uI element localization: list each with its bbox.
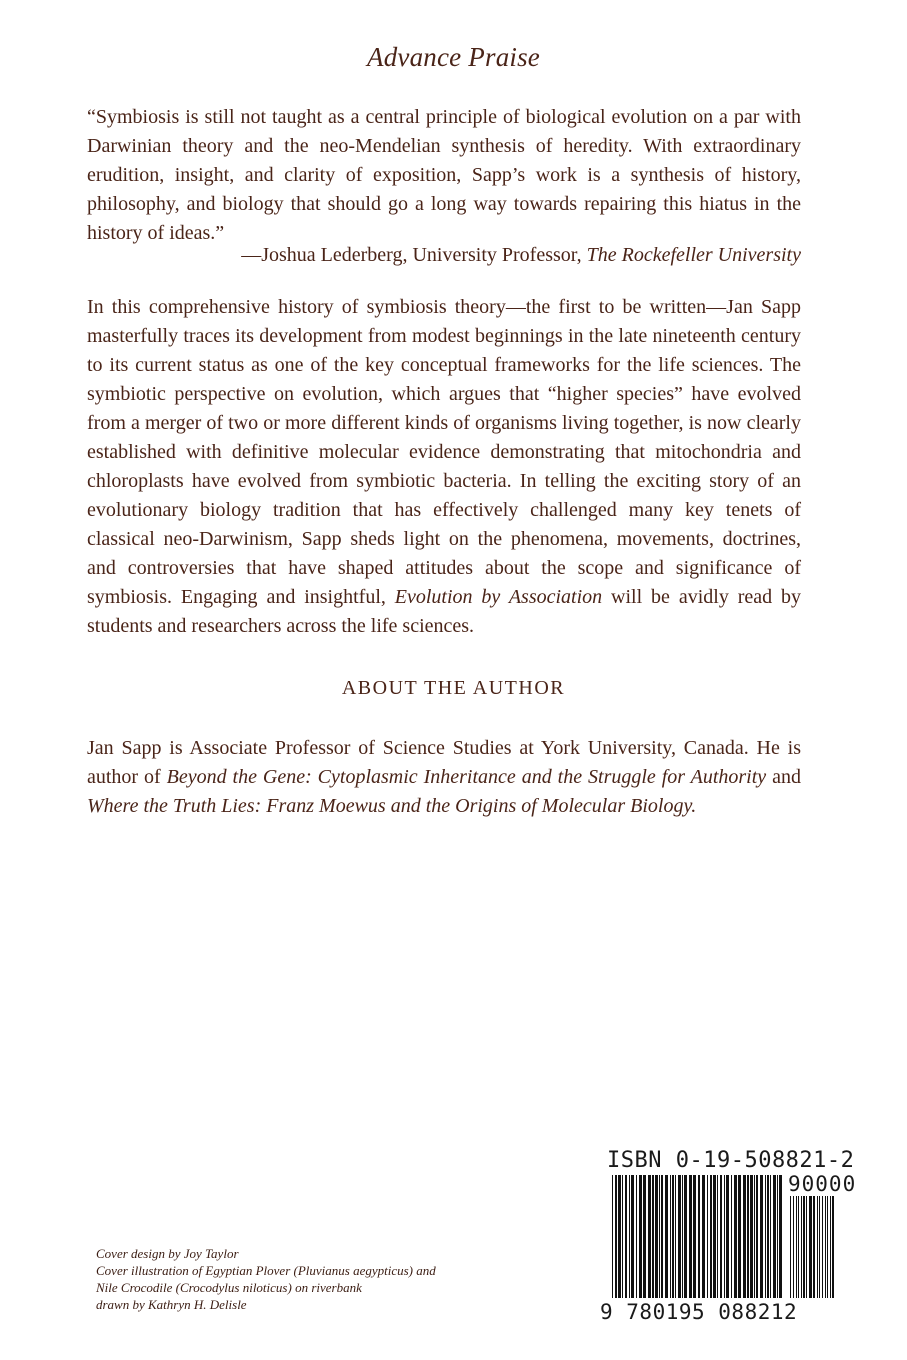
credit-illustration-cont: Nile Crocodile (Crocodylus niloticus) on riverbank bbox=[96, 1280, 362, 1295]
barcode-bar bbox=[631, 1175, 634, 1298]
bio-intro: Jan Sapp is Associate Professor of Science Studies at York University, Canada. He is author of bbox=[87, 737, 801, 788]
barcode-bar bbox=[756, 1175, 758, 1298]
barcode-bar bbox=[819, 1196, 820, 1298]
description-text-start: In this comprehensive history of symbiosis theory—the first to be written—Jan Sapp masterfully traces its development from modest beginnings in the late nineteenth century to its current status as one of the key conceptual frameworks for the life sciences. The symbiotic perspective on evolution, which argues that “higher species” have evolved from a merger of two or more different kinds of organisms living together, is now clearly established with definitive molecular evidence demonstrating that mitochondria and chloroplasts have evolved from symbiotic bacteria. In telling the exciting story of an evolutionary biology tradition that has effectively challenged many key tenets of classical neo-Darwinism, Sapp sheds light on the phenomena, movements, doctrines, and controversies that have shaped attitudes about the scope and significance of symbiosis. Engaging and insightful, bbox=[87, 296, 801, 608]
barcode-bar bbox=[734, 1175, 737, 1298]
barcode-bar bbox=[793, 1196, 794, 1298]
bio-book-two: Where the Truth Lies: Franz Moewus and the Origins of Molecular Biology. bbox=[87, 795, 697, 817]
barcode-bar bbox=[702, 1175, 705, 1298]
barcode-bar bbox=[678, 1175, 681, 1298]
barcode-bar bbox=[743, 1175, 746, 1298]
barcode-bars bbox=[612, 1175, 782, 1298]
barcode-bar bbox=[655, 1175, 658, 1298]
praise-attribution bbox=[87, 241, 801, 270]
barcode-bar bbox=[713, 1175, 716, 1298]
barcode-bar bbox=[675, 1175, 676, 1298]
barcode-bar bbox=[684, 1175, 687, 1298]
barcode-bar bbox=[801, 1196, 802, 1298]
barcode-bar bbox=[798, 1196, 799, 1298]
barcode-bar bbox=[710, 1175, 712, 1298]
barcode-bar bbox=[672, 1175, 674, 1298]
barcode-bar bbox=[625, 1175, 627, 1298]
bio-join: and bbox=[766, 766, 801, 788]
barcode-bar bbox=[830, 1196, 831, 1298]
barcode-bar bbox=[779, 1175, 782, 1298]
barcode-bar bbox=[670, 1175, 671, 1298]
barcode-bar bbox=[817, 1196, 818, 1298]
credit-illustration: Cover illustration of Egyptian Plover (Pluvianus aegypticus) and bbox=[96, 1263, 436, 1278]
attribution-name: —Joshua Lederberg, University Professor, bbox=[241, 244, 587, 266]
barcode-bar bbox=[682, 1175, 683, 1298]
barcode-bar bbox=[822, 1196, 823, 1298]
barcode-bar bbox=[731, 1175, 732, 1298]
barcode-bar bbox=[717, 1175, 718, 1298]
barcode-bar bbox=[724, 1175, 725, 1298]
isbn-label: ISBN 0-19-508821-2 bbox=[607, 1148, 855, 1173]
author-bio bbox=[87, 734, 801, 821]
barcode-bar bbox=[773, 1175, 776, 1298]
barcode-bar bbox=[813, 1196, 815, 1298]
barcode-bar bbox=[693, 1175, 696, 1298]
barcode-bar bbox=[636, 1175, 637, 1298]
barcode-bar bbox=[618, 1175, 621, 1298]
description-text-end: will be avidly read by students and researchers across the life sciences. bbox=[87, 586, 802, 637]
barcode-bar bbox=[760, 1175, 763, 1298]
barcode-bar bbox=[707, 1175, 708, 1298]
barcode-bar bbox=[809, 1196, 812, 1298]
barcode-bar bbox=[615, 1175, 617, 1298]
barcode-bar bbox=[770, 1175, 771, 1298]
barcode-bar bbox=[765, 1175, 766, 1298]
attribution-institution: The Rockefeller University bbox=[586, 244, 801, 266]
barcode-bar bbox=[832, 1196, 834, 1298]
barcode-bar bbox=[629, 1175, 630, 1298]
barcode-bar bbox=[726, 1175, 729, 1298]
barcode-bar bbox=[777, 1175, 778, 1298]
credit-artist: drawn by Kathryn H. Delisle bbox=[96, 1297, 247, 1312]
book-description bbox=[87, 293, 801, 641]
barcode-bar bbox=[652, 1175, 654, 1298]
barcode-bar bbox=[738, 1175, 741, 1298]
barcode-bar bbox=[648, 1175, 651, 1298]
barcode-bar bbox=[825, 1196, 826, 1298]
barcode-bar bbox=[767, 1175, 769, 1298]
about-author-title: ABOUT THE AUTHOR bbox=[341, 677, 566, 699]
barcode-bar bbox=[747, 1175, 749, 1298]
cover-credits bbox=[96, 1245, 496, 1313]
credit-design: Cover design by Joy Taylor bbox=[96, 1246, 239, 1261]
addon-barcode bbox=[790, 1196, 834, 1298]
description-book-title: Evolution by Association bbox=[394, 586, 603, 608]
praise-quote: “Symbiosis is still not taught as a central principle of biological evolution on a par with Darwinian theory and the neo-Mendelian synthesis of heredity. With extraordinary erudition, insight, and clarity of exposition, Sapp’s work is a synthesis of history, philosophy, and biology that should go a long way towards repairing this hiatus in the history of ideas.” bbox=[87, 106, 801, 244]
barcode-bar bbox=[698, 1175, 700, 1298]
page-heading: Advance Praise bbox=[367, 42, 540, 72]
ean-barcode bbox=[612, 1175, 782, 1298]
barcode-bar bbox=[659, 1175, 660, 1298]
bio-book-one: Beyond the Gene: Cytoplasmic Inheritance and the Struggle for Authority bbox=[166, 766, 767, 788]
barcode-bar bbox=[639, 1175, 642, 1298]
barcode-bar bbox=[720, 1175, 722, 1298]
barcode-bar bbox=[827, 1196, 828, 1298]
barcode-bar bbox=[803, 1196, 805, 1298]
barcode-bar bbox=[750, 1175, 753, 1298]
barcode-bar bbox=[643, 1175, 646, 1298]
barcode-bar bbox=[665, 1175, 668, 1298]
barcode-bar bbox=[796, 1196, 797, 1298]
barcode-bar bbox=[612, 1175, 613, 1298]
barcode-bar bbox=[622, 1175, 623, 1298]
barcode-bar bbox=[790, 1196, 791, 1298]
ean-number: 9 780195 088212 bbox=[600, 1300, 798, 1324]
barcode-bar bbox=[689, 1175, 692, 1298]
addon-barcode-bars bbox=[790, 1196, 834, 1298]
barcode-bar bbox=[806, 1196, 807, 1298]
barcode-bar bbox=[754, 1175, 755, 1298]
price-code: 90000 bbox=[788, 1172, 857, 1196]
barcode-bar bbox=[661, 1175, 663, 1298]
